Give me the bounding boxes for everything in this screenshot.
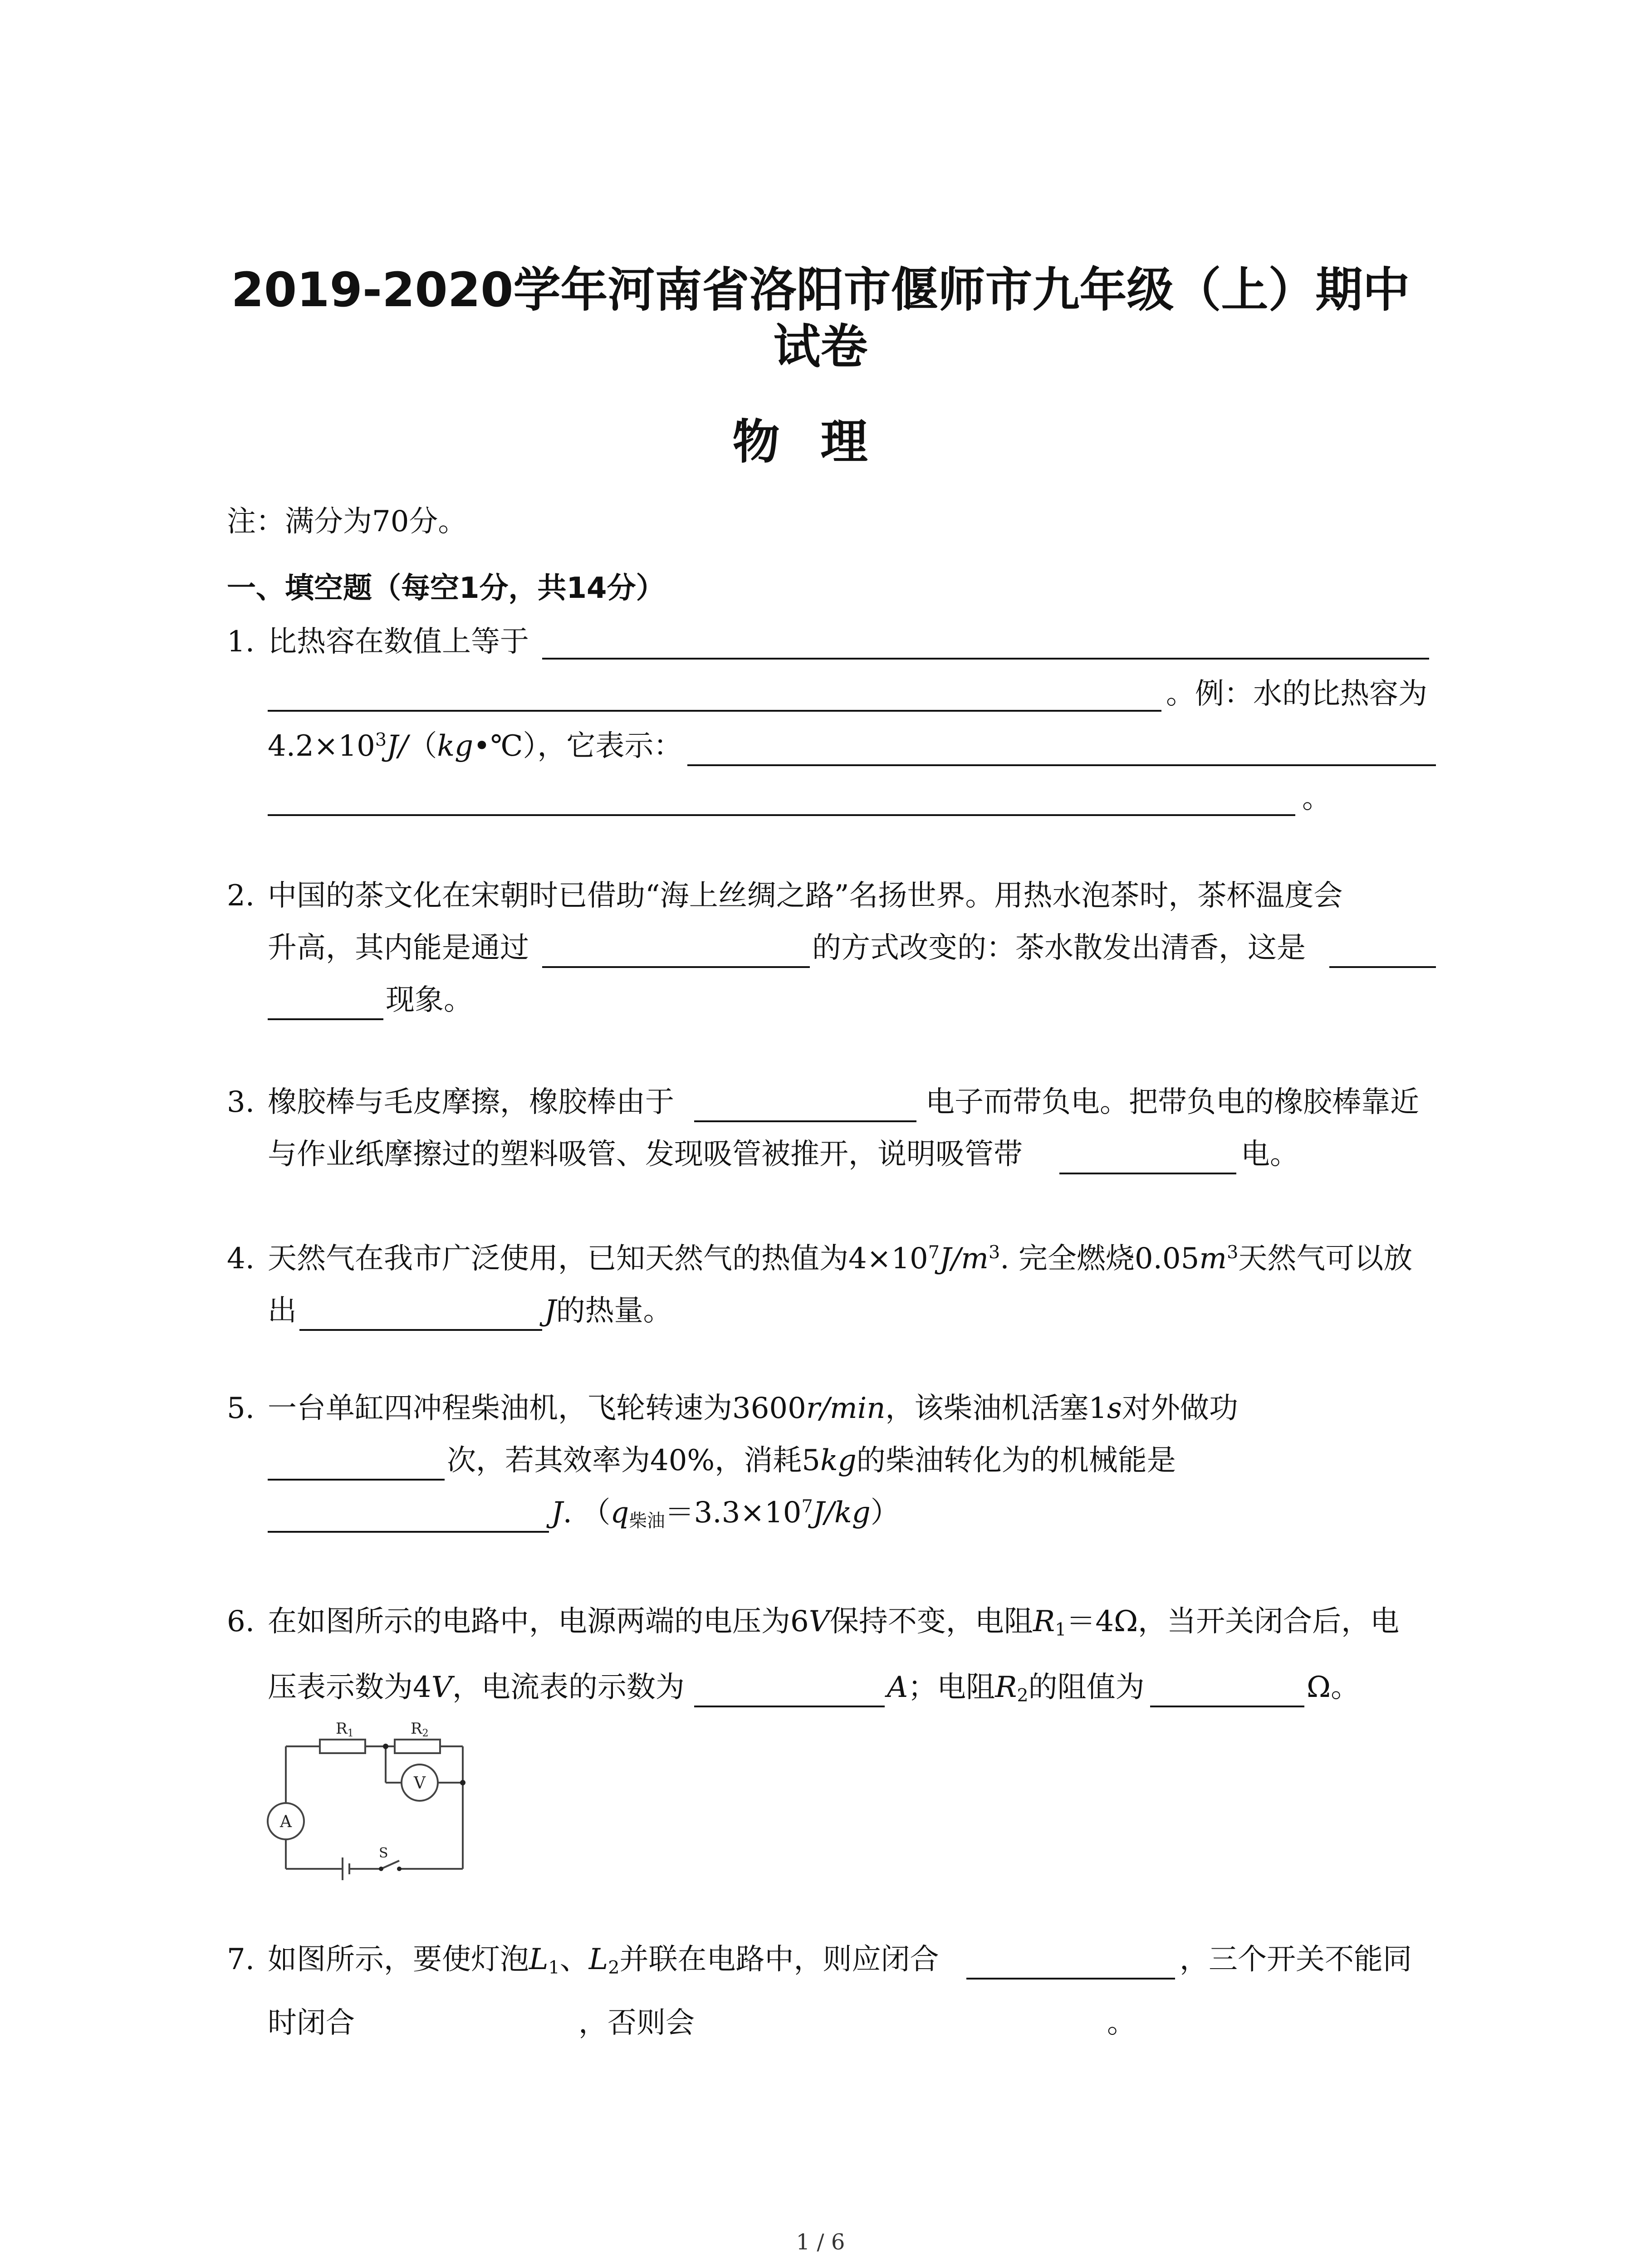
section-heading: 一、填空题（每空1分，共14分） — [227, 572, 665, 605]
q2-text-a: 中国的茶文化在宋朝时已借助“海上丝绸之路”名扬世界。用热水泡茶时，茶杯温度会 — [268, 879, 1343, 913]
q2-text-b2: 的方式改变的：茶水散发出清香，这是 — [812, 931, 1306, 965]
q3-text-b2: 电。 — [1241, 1138, 1299, 1171]
circuit-diagram — [263, 1719, 481, 1882]
q2-blank-1[interactable] — [542, 966, 810, 968]
q1-blank-2[interactable] — [687, 764, 1436, 766]
q5-blank-2[interactable] — [268, 1531, 549, 1533]
q1-text-b: 。例：水的比热容为 — [1166, 677, 1427, 711]
q4-text-b: J的热量。 — [544, 1294, 672, 1328]
title-line-1: 2019-2020学年河南省洛阳市偃师市九年级（上）期中 — [231, 262, 1410, 318]
q1-text-d: 。 — [1302, 782, 1331, 815]
q6-text-a: 在如图所示的电路中，电源两端的电压为6V保持不变，电阻$R_1=4\Omega$，当开关闭合后，电 — [268, 1605, 1400, 1640]
q6-text-b2: A；电阻$R_2$的阻值为 — [887, 1671, 1145, 1706]
q5-number: 5. — [227, 1392, 255, 1425]
q3-text-a1: 橡胶棒与毛皮摩擦，橡胶棒由于 — [268, 1085, 674, 1119]
q1-blank-2-cont[interactable] — [268, 814, 1295, 816]
q7-text-a: 如图所示，要使灯泡$L_1$、$L_2$并联在电路中，则应闭合 — [268, 1943, 939, 1978]
page-number: 1 / 6 — [796, 2229, 845, 2255]
q1-number: 1. — [227, 625, 255, 659]
label-ammeter: A — [280, 1813, 292, 1831]
q3-number: 3. — [227, 1085, 255, 1119]
q7-text-b1: 时闭合 — [268, 2006, 355, 2040]
q2-blank-2[interactable] — [1329, 966, 1436, 968]
resistor-r2 — [395, 1740, 440, 1753]
q3-blank-2[interactable] — [1059, 1173, 1236, 1174]
q2-text-c: 现象。 — [386, 983, 473, 1017]
q7-text-a6: ，三个开关不能同 — [1180, 1943, 1412, 1976]
q4-blank-1[interactable] — [299, 1329, 542, 1331]
q6-number: 6. — [227, 1605, 255, 1638]
label-switch: S — [379, 1845, 388, 1861]
q1-blank-1[interactable] — [542, 658, 1429, 660]
q6-blank-2[interactable] — [1150, 1706, 1304, 1707]
label-voltmeter: V — [414, 1774, 426, 1793]
label-r2: R2 — [411, 1720, 429, 1739]
q6-text-b1: 压表示数为4V，电流表的示数为 — [268, 1671, 685, 1704]
q5-text-b: 次，若其效率为40%，消耗5kg的柴油转化为的机械能是 — [447, 1444, 1176, 1477]
q7-text-b3: 。 — [1107, 2006, 1136, 2040]
q5-text-a: 一台单缸四冲程柴油机，飞轮转速为3600r/min，该柴油机活塞1s对外做功 — [268, 1392, 1238, 1425]
q2-text-b1: 升高，其内能是通过 — [268, 931, 529, 965]
q7-number: 7. — [227, 1943, 255, 1976]
q7-text-b2: ，否则会 — [578, 2006, 695, 2040]
label-r1: R1 — [336, 1720, 354, 1739]
q2-number: 2. — [227, 879, 255, 913]
q3-text-b1: 与作业纸摩擦过的塑料吸管、发现吸管被推开，说明吸管带 — [268, 1138, 1023, 1171]
q5-blank-1[interactable] — [268, 1479, 445, 1481]
q1-blank-1-cont[interactable] — [268, 710, 1161, 712]
q4-text-b1: 出 — [268, 1294, 297, 1328]
title-line-2: 试卷 — [773, 319, 868, 374]
q4-number: 4. — [227, 1242, 255, 1276]
q2-blank-2-cont[interactable] — [268, 1018, 383, 1020]
resistor-r1 — [320, 1740, 365, 1753]
q6-text-b3: Ω。 — [1307, 1671, 1360, 1704]
q3-text-a2: 电子而带负电。把带负电的橡胶棒靠近 — [926, 1085, 1419, 1119]
q1-text-c: $4.2\times 10^3J/(kg•℃)$，它表示： — [268, 729, 683, 763]
q5-text-c: J. $(q_{柴油}=3.3\times 10^7J/kg)$ — [551, 1496, 900, 1531]
subject-title: 物理 — [732, 414, 909, 469]
q3-blank-1[interactable] — [694, 1120, 916, 1122]
q4-text-a: 天然气在我市广泛使用，已知天然气的热值为$4\times 10^7J/m^3$. 完全燃烧$0.05m^3$天然气可以放 — [268, 1242, 1413, 1276]
score-note: 注：满分为70分。 — [227, 505, 467, 538]
q1-text-a: 比热容在数值上等于 — [268, 625, 529, 659]
q7-blank-1[interactable] — [966, 1978, 1175, 1980]
q6-blank-1[interactable] — [694, 1706, 885, 1707]
